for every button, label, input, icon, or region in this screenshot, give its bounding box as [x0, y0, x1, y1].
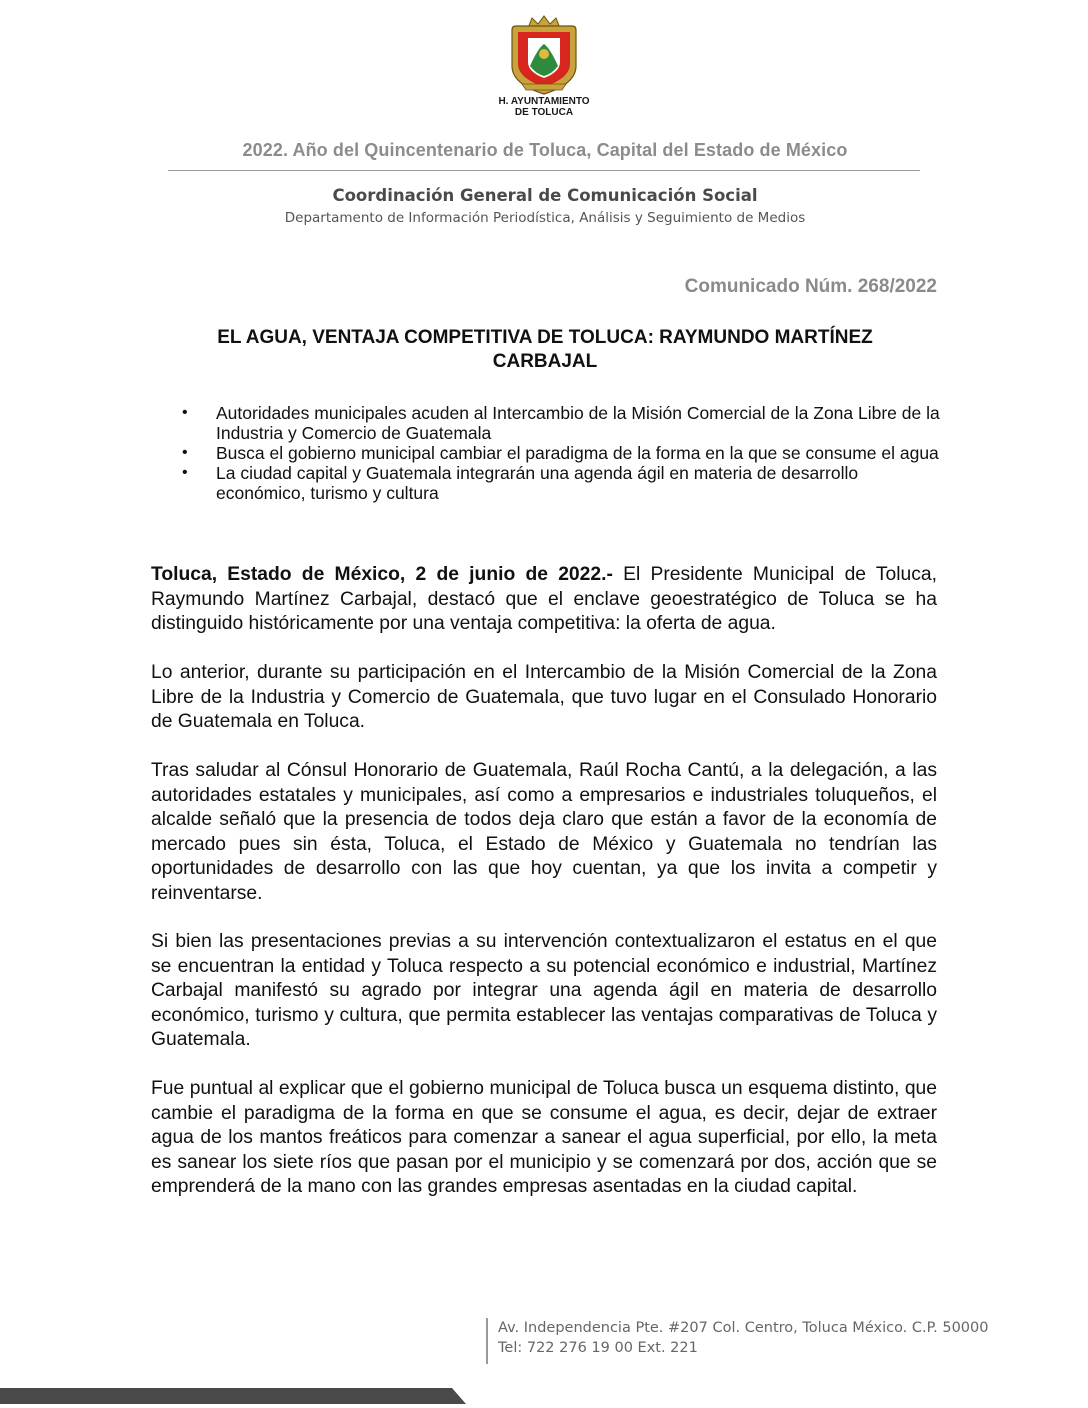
bullet-item [178, 463, 948, 503]
footer-phone: Tel: 722 276 19 00 Ext. 221 [498, 1340, 698, 1356]
release-number: Comunicado Núm. 268/2022 [684, 276, 937, 297]
year-banner: 2022. Año del Quincentenario de Toluca, Capital del Estado de México [242, 140, 848, 160]
paragraph-text: El Presidente Municipal de Toluca, Raymundo Martínez Carbajal, destacó que el enclave geoestratégico de Toluca se ha distinguido históricamente por una ventaja competitiva: la oferta de agua. [151, 564, 937, 634]
body-paragraph-2: Lo anterior, durante su participación en el Intercambio de la Misión Comercial de la Zona Libre de la Industria y Comercio de Guatemala, que tuvo lugar en el Consulado Honorario de Guatemala en Toluca. [151, 662, 937, 732]
coordination-title: Coordinación General de Comunicación Social [332, 186, 758, 205]
bullet-text: Busca el gobierno municipal cambiar el paradigma de la forma en la que se consume el agua [216, 443, 939, 463]
header-divider [168, 170, 920, 171]
body-paragraph-3: Tras saludar al Cónsul Honorario de Guatemala, Raúl Rocha Cantú, a la delegación, a las autoridades estatales y municipales, así como a empresarios e industriales toluqueños, el alcalde señaló que la presencia de todos deja claro que están a favor de la economía de mercado pues sin ésta, Toluca, el Estado de México y Guatemala no tendrían las oportunidades de desarrollo con las que hoy cuentan, ya que los invita a competir y reinventarse. [151, 760, 937, 904]
toluca-coat-of-arms-logo [488, 14, 600, 122]
footer-address: Av. Independencia Pte. #207 Col. Centro, Toluca México. C.P. 50000 [498, 1320, 989, 1336]
headline-line2: CARBAJAL [492, 351, 598, 372]
body-paragraph-5: Fue puntual al explicar que el gobierno municipal de Toluca busca un esquema distinto, que cambie el paradigma de la forma en que se consume el agua, es decir, dejar de extraer agua de los mantos freáticos para comenzar a sanear el agua superficial, por ello, la meta es sanear los siete ríos que pasan por el municipio y se comenzará por dos, acción que se emprenderá de la mano con las grandes empresas asentadas en la ciudad capital. [151, 1078, 937, 1197]
bullet-dot-icon: • [182, 404, 188, 421]
bullet-dot-icon: • [182, 444, 188, 461]
headline [160, 326, 930, 374]
department-subtitle: Departamento de Información Periodística, Análisis y Seguimiento de Medios [284, 210, 806, 226]
shield-emblem-icon [504, 14, 584, 98]
bullet-text: Autoridades municipales acuden al Intercambio de la Misión Comercial de la Zona Libre de la Industria y Comercio de Guatemala [216, 403, 940, 443]
body-paragraph-4: Si bien las presentaciones previas a su intervención contextualizaron el estatus en el que se encuentran la entidad y Toluca respecto a su potencial económico e industrial, Martínez Carbajal manifestó su agrado por integrar una agenda ágil en materia de desarrollo económico, turismo y cultura, que permita establecer las ventajas comparativas de Toluca y Guatemala. [151, 931, 937, 1050]
body-paragraph-1 [151, 563, 937, 637]
dateline: Toluca, Estado de México, 2 de junio de 2022.- [151, 564, 613, 585]
bullet-text: La ciudad capital y Guatemala integrarán una agenda ágil en materia de desarrollo económico, turismo y cultura [216, 463, 859, 503]
logo-text-line2: DE TOLUCA [514, 107, 574, 118]
summary-bullets [178, 403, 948, 503]
bullet-item [178, 403, 948, 443]
logo-text-line1: H. AYUNTAMIENTO [498, 96, 590, 107]
footer-divider [486, 1318, 488, 1364]
bullet-item [178, 443, 948, 463]
footer-stripe [0, 1384, 1088, 1408]
bullet-dot-icon: • [182, 464, 188, 481]
headline-line1: EL AGUA, VENTAJA COMPETITIVA DE TOLUCA: RAYMUNDO MARTÍNEZ [217, 327, 873, 348]
